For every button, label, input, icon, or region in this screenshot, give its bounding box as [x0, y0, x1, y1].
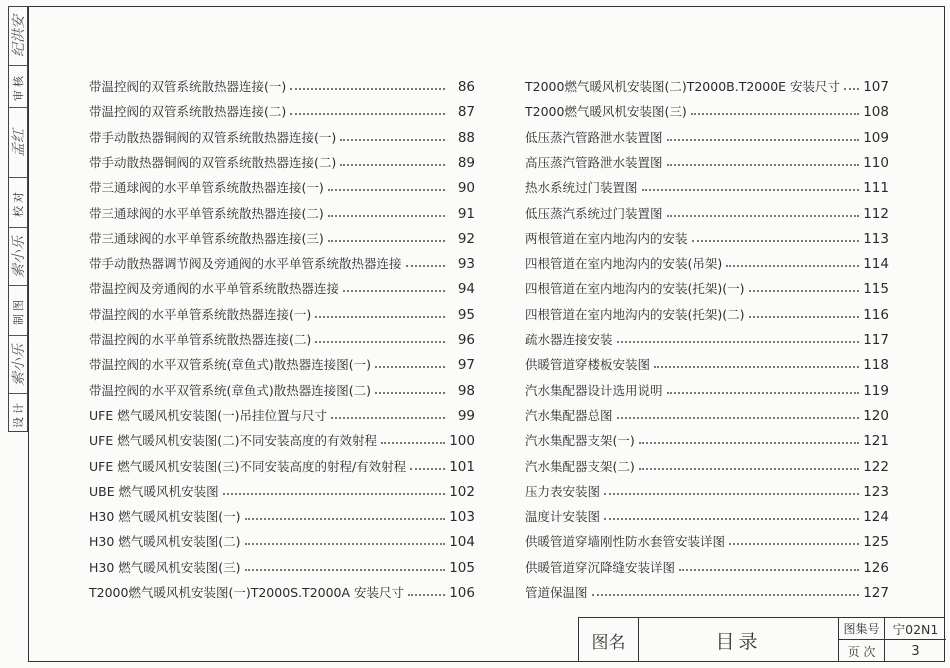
dot-leader — [406, 265, 445, 267]
dot-leader — [328, 189, 445, 191]
dot-leader — [290, 113, 445, 115]
toc-entry[interactable] — [525, 503, 889, 525]
toc-entry-title: 带三通球阀的水平单管系统散热器连接(三) — [89, 230, 324, 246]
title-value: 目录 — [639, 618, 839, 662]
toc-entry[interactable] — [89, 554, 475, 576]
toc-entry-page: 123 — [863, 483, 889, 500]
toc-entry-page: 107 — [863, 79, 889, 95]
toc-entry[interactable] — [525, 174, 889, 196]
toc-entry-title: 带温控阀的水平单管系统散热器连接(二) — [89, 332, 312, 347]
toc-entry[interactable] — [525, 528, 889, 550]
dot-leader — [749, 316, 859, 318]
label-cell — [9, 177, 27, 227]
toc-entry-page: 92 — [457, 230, 475, 247]
toc-entry[interactable] — [525, 478, 889, 500]
toc-entry-page: 99 — [457, 407, 475, 424]
toc-entry-page: 94 — [457, 281, 475, 298]
dot-leader — [331, 417, 445, 419]
toc-entry[interactable] — [525, 402, 889, 424]
toc-entry-page: 98 — [457, 382, 475, 399]
toc-entry[interactable] — [89, 579, 475, 601]
toc-entry-page: 88 — [457, 129, 475, 146]
toc-entry-page: 121 — [863, 433, 889, 450]
toc-entry-page: 87 — [457, 104, 475, 121]
atlas-number-value: 宁02N1 — [885, 618, 946, 640]
toc-entry[interactable] — [525, 427, 889, 449]
toc-entry[interactable] — [89, 478, 475, 500]
toc-entry-title: 供暖管道穿沉降缝安装详图 — [525, 559, 676, 575]
dot-leader — [381, 442, 445, 444]
toc-entry-page: 124 — [863, 509, 889, 526]
dot-leader — [328, 240, 445, 242]
toc-entry-page: 115 — [863, 281, 889, 298]
design-label: 设计 — [12, 399, 25, 428]
toc-entry-page: 108 — [863, 104, 889, 121]
dot-leader — [245, 569, 445, 571]
toc-entry-page: 105 — [449, 559, 475, 576]
toc-entry[interactable] — [89, 225, 475, 247]
toc-entry[interactable] — [89, 275, 475, 297]
toc-entry-title: 低压蒸汽系统过门装置图 — [525, 205, 663, 221]
label-cell — [9, 65, 27, 107]
dot-leader — [245, 518, 445, 520]
toc-entry-page: 125 — [863, 534, 889, 551]
toc-entry[interactable] — [89, 427, 475, 449]
dot-leader — [604, 518, 859, 520]
toc-entry-page: 102 — [449, 483, 475, 500]
toc-entry-page: 122 — [863, 458, 889, 475]
toc-entry[interactable] — [525, 98, 889, 120]
dot-leader — [245, 543, 445, 545]
title-label: 图名 — [579, 618, 639, 662]
toc-entry-title: 带温控阀的双管系统散热器连接(二) — [89, 104, 287, 120]
toc-entry-title: 四根管道在室内地沟内的安装(托架)(二) — [525, 306, 745, 322]
toc-entry[interactable] — [89, 124, 475, 146]
toc-entry-title: 带手动散热器铜阀的双管系统散热器连接(二) — [89, 154, 337, 170]
dot-leader — [639, 468, 859, 470]
dot-leader — [340, 164, 445, 166]
dot-leader — [729, 543, 859, 545]
toc-entry-title: 带温控阀的水平双管系统(章鱼式)散热器连接图(二) — [89, 382, 372, 398]
toc-entry[interactable] — [89, 402, 475, 424]
toc-entry[interactable] — [89, 453, 475, 475]
label-cell — [9, 393, 27, 433]
dot-leader — [408, 594, 445, 596]
dot-leader — [679, 569, 859, 571]
draw-label: 制图 — [12, 296, 25, 325]
atlas-number-label: 图集号 — [839, 618, 885, 640]
dot-leader — [375, 366, 445, 368]
toc-entry-page: 117 — [863, 332, 889, 348]
toc-entry-page: 116 — [863, 306, 889, 323]
toc-entry-title: 两根管道在室内地沟内的安装 — [525, 230, 688, 246]
signature-drafter: 索小乐 — [11, 235, 27, 278]
toc-entry[interactable] — [525, 250, 889, 272]
dot-leader — [290, 88, 445, 90]
toc-entry[interactable] — [89, 149, 475, 171]
toc-entry-title: T2000燃气暖风机安装图(三) — [525, 104, 687, 120]
toc-entry-title: 低压蒸汽管路泄水装置图 — [525, 129, 663, 145]
toc-entry-title: 温度计安装图 — [525, 509, 601, 525]
dot-leader — [639, 442, 859, 444]
toc-entry-title: 四根管道在室内地沟内的安装(托架)(一) — [525, 281, 745, 297]
dot-leader — [654, 366, 859, 368]
toc-entry-title: UFE 燃气暖风机安装图(三)不同安装高度的射程/有效射程 — [89, 458, 407, 474]
toc-entry[interactable] — [525, 579, 889, 601]
toc-entry[interactable] — [89, 326, 475, 348]
dot-leader — [667, 392, 859, 394]
approval-strip — [8, 6, 28, 432]
toc-entry-title: UFE 燃气暖风机安装图(二)不同安装高度的有效射程 — [89, 433, 377, 449]
toc-entry-page: 114 — [863, 256, 889, 273]
dot-leader — [592, 594, 859, 596]
label-cell — [9, 285, 27, 335]
toc-entry-title: 热水系统过门装置图 — [525, 180, 638, 196]
toc-entry-page: 120 — [863, 407, 889, 424]
toc-entry-page: 91 — [457, 205, 475, 222]
toc-entry-page: 127 — [863, 585, 889, 601]
toc-entry[interactable] — [525, 453, 889, 475]
toc-entry-title: 四根管道在室内地沟内的安装(吊架) — [525, 256, 723, 272]
dot-leader — [315, 341, 445, 343]
toc-entry-title: T2000燃气暖风机安装图(一)T2000S.T2000A 安装尺寸 — [89, 585, 405, 600]
toc-entry[interactable] — [525, 326, 889, 348]
toc-entry-title: 汽水集配器支架(一) — [525, 433, 635, 449]
toc-entry-page: 106 — [449, 585, 475, 601]
toc-entry-title: UFE 燃气暖风机安装图(一)吊挂位置与尺寸 — [89, 407, 327, 423]
toc-entry-title: 管道保温图 — [525, 585, 588, 600]
toc-entry[interactable] — [525, 124, 889, 146]
toc-entry-title: 带温控阀的水平双管系统(章鱼式)散热器连接图(一) — [89, 357, 372, 373]
toc-entry-page: 97 — [457, 357, 475, 374]
toc-entry-page: 101 — [449, 458, 475, 475]
dot-leader — [410, 468, 445, 470]
signature-cell — [9, 7, 27, 65]
signature-designer: 索小乐 — [11, 343, 27, 386]
toc-entry-title: T2000燃气暖风机安装图(二)T2000B.T2000E 安装尺寸 — [525, 79, 841, 94]
toc-entry[interactable] — [525, 73, 889, 95]
toc-entry-page: 93 — [457, 256, 475, 273]
dot-leader — [604, 493, 859, 495]
toc-entry-title: 带手动散热器铜阀的双管系统散热器连接(一) — [89, 129, 337, 145]
toc-entry[interactable] — [525, 149, 889, 171]
toc-entry-title: 带三通球阀的水平单管系统散热器连接(一) — [89, 180, 324, 196]
toc-entry-page: 96 — [457, 332, 475, 348]
toc-entry-page: 86 — [457, 79, 475, 95]
toc-entry-title: 带温控阀及旁通阀的水平单管系统散热器连接 — [89, 281, 340, 297]
toc-entry-page: 110 — [863, 154, 889, 171]
dot-leader — [375, 392, 445, 394]
toc-entry-page: 119 — [863, 382, 889, 399]
dot-leader — [340, 139, 445, 141]
dot-leader — [844, 88, 859, 90]
toc-entry[interactable] — [89, 301, 475, 323]
toc-entry-page: 90 — [457, 180, 475, 197]
toc-entry-title: 带手动散热器调节阀及旁通阀的水平单管系统散热器连接 — [89, 256, 402, 272]
toc-entry-title: 带三通球阀的水平单管系统散热器连接(二) — [89, 205, 324, 221]
toc-entry[interactable] — [525, 377, 889, 399]
toc-entry-title: H30 燃气暖风机安装图(二) — [89, 534, 241, 550]
dot-leader — [343, 290, 445, 292]
title-block — [578, 617, 945, 662]
toc-entry-title: 带温控阀的水平单管系统散热器连接(一) — [89, 306, 312, 322]
toc-entry[interactable] — [89, 503, 475, 525]
toc-entry-title: 供暖管道穿墙刚性防水套管安装详图 — [525, 534, 726, 550]
toc-entry[interactable] — [525, 554, 889, 576]
dot-leader — [617, 417, 859, 419]
dot-leader — [223, 493, 445, 495]
signature-cell — [9, 335, 27, 393]
toc-entry[interactable] — [89, 351, 475, 373]
toc-entry-page: 95 — [457, 306, 475, 323]
toc-entry-page: 111 — [863, 180, 889, 197]
dot-leader — [691, 113, 859, 115]
dot-leader — [667, 164, 859, 166]
toc-entry[interactable] — [89, 200, 475, 222]
toc-entry-page: 104 — [449, 534, 475, 551]
signature-checker: 孟红 — [11, 128, 27, 157]
toc-entry[interactable] — [525, 351, 889, 373]
dot-leader — [642, 189, 859, 191]
toc-entry-title: 高压蒸汽管路泄水装置图 — [525, 154, 663, 170]
dot-leader — [328, 215, 445, 217]
toc-entry-page: 126 — [863, 559, 889, 576]
toc-entry-page: 103 — [449, 509, 475, 526]
toc-entry-page: 112 — [863, 205, 889, 222]
toc-entry-title: 汽水集配器支架(二) — [525, 458, 635, 474]
toc-entry[interactable] — [89, 528, 475, 550]
toc-entry-page: 118 — [863, 357, 889, 374]
dot-leader — [667, 215, 859, 217]
toc-entry-title: 带温控阀的双管系统散热器连接(一) — [89, 79, 287, 94]
toc-entry[interactable] — [525, 301, 889, 323]
toc-entry[interactable] — [525, 200, 889, 222]
toc-entry-page: 89 — [457, 154, 475, 171]
toc-entry[interactable] — [89, 98, 475, 120]
toc-entry[interactable] — [89, 250, 475, 272]
dot-leader — [749, 290, 859, 292]
page-number-label: 页 次 — [839, 640, 885, 662]
toc-entry-title: 供暖管道穿楼板安装图 — [525, 357, 651, 373]
dot-leader — [726, 265, 859, 267]
page-number-value: 3 — [911, 643, 920, 659]
toc-entry-title: 汽水集配器设计选用说明 — [525, 382, 663, 398]
check-label: 校对 — [12, 188, 25, 217]
toc-entry[interactable] — [89, 174, 475, 196]
toc-entry-title: 汽水集配器总图 — [525, 407, 613, 423]
toc-entry-page: 109 — [863, 129, 889, 146]
toc-entry[interactable] — [525, 225, 889, 247]
review-label: 审核 — [12, 72, 25, 101]
dot-leader — [315, 316, 445, 318]
toc-entry-title: UBE 燃气暖风机安装图 — [89, 483, 219, 499]
toc-entry[interactable] — [89, 73, 475, 95]
toc-entry[interactable] — [525, 275, 889, 297]
toc-entry-title: H30 燃气暖风机安装图(一) — [89, 509, 241, 525]
dot-leader — [617, 341, 859, 343]
toc-entry-page: 100 — [449, 433, 475, 450]
toc-entry-title: 疏水器连接安装 — [525, 332, 613, 347]
signature-cell — [9, 107, 27, 177]
dot-leader — [692, 240, 859, 242]
signature-reviewer: 纪洪安 — [11, 15, 27, 57]
toc-entry-page: 113 — [863, 230, 889, 247]
toc-entry-title: 压力表安装图 — [525, 483, 601, 499]
signature-cell — [9, 227, 27, 285]
toc-entry-title: H30 燃气暖风机安装图(三) — [89, 559, 241, 575]
toc-entry[interactable] — [89, 377, 475, 399]
dot-leader — [667, 139, 859, 141]
